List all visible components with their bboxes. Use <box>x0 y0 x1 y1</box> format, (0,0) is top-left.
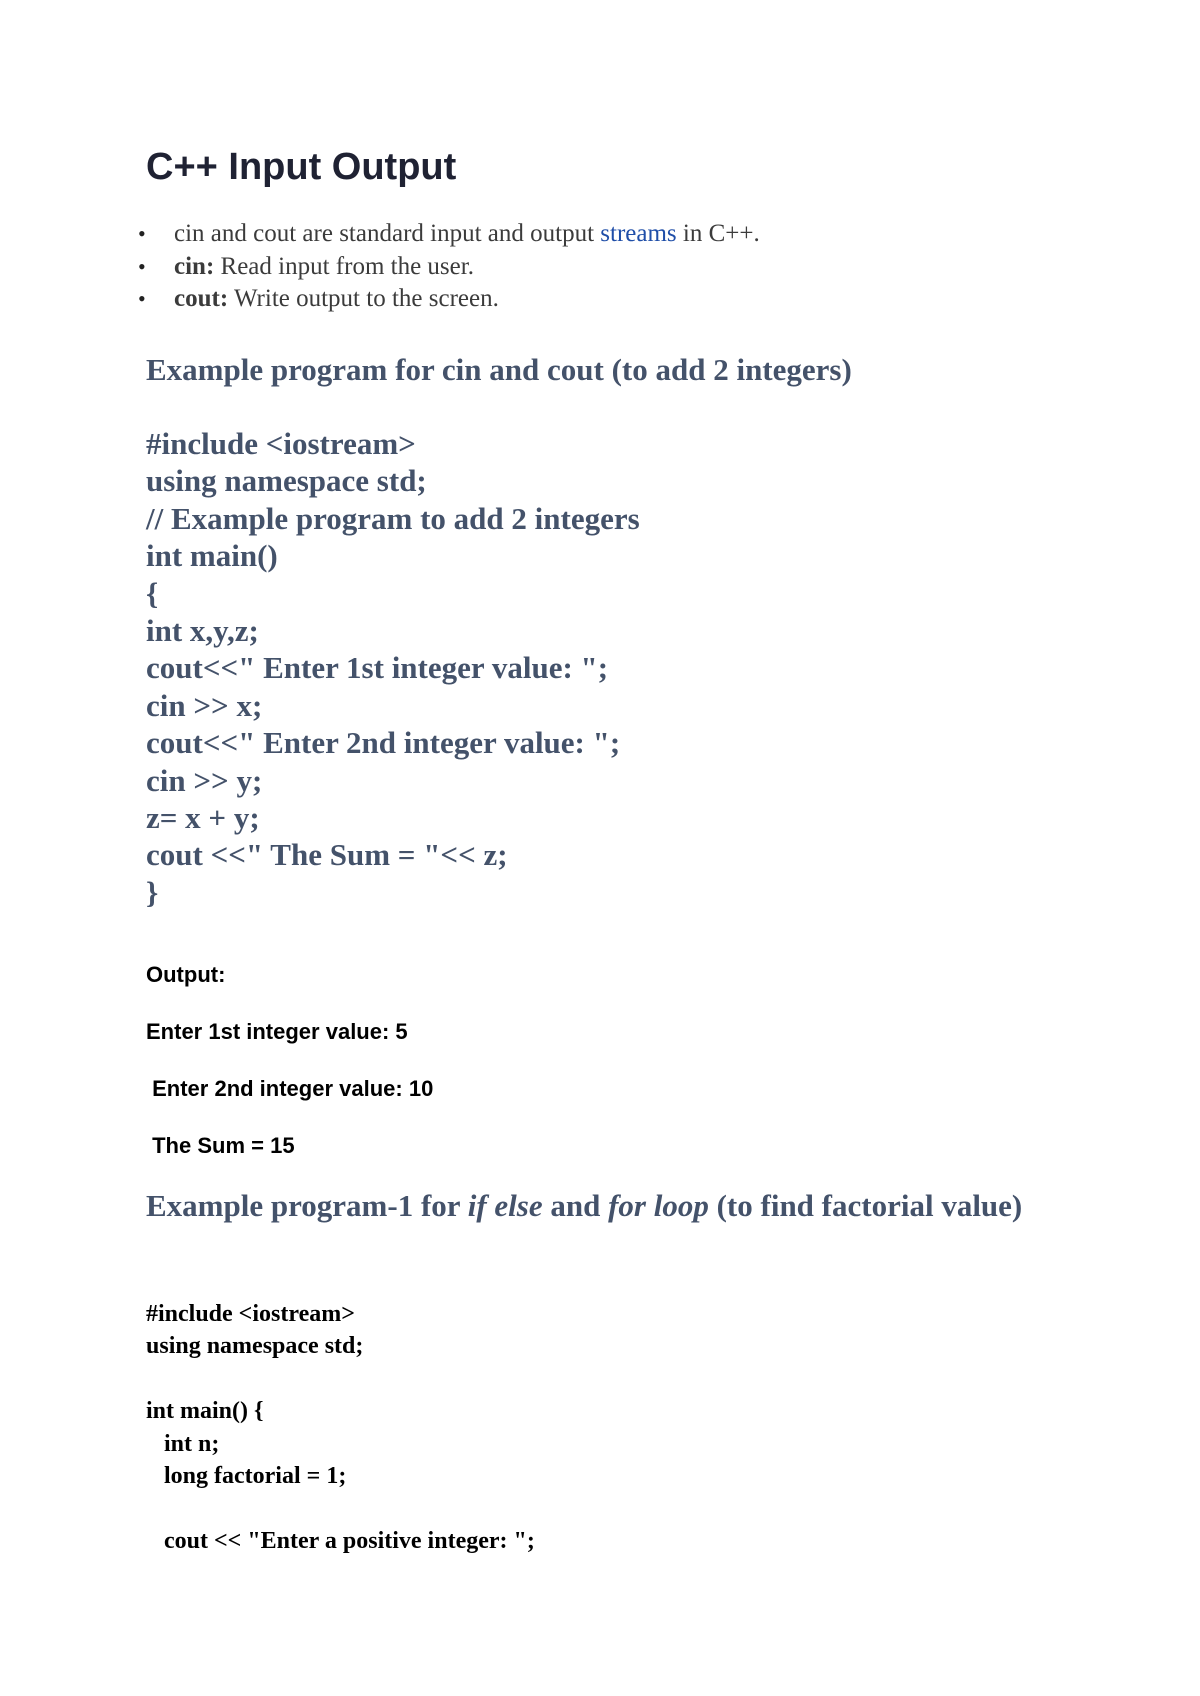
bullet-marker: • <box>138 253 146 279</box>
code-line: cout<<" Enter 1st integer value: "; <box>146 650 609 686</box>
page-title: C++ Input Output <box>146 146 457 188</box>
code-line: cout << "Enter a positive integer: "; <box>146 1527 535 1554</box>
section-heading-factorial <box>146 1185 1026 1227</box>
code-line: int main() { <box>146 1398 264 1425</box>
code-line <box>146 1363 535 1395</box>
bullet-marker: • <box>138 221 146 246</box>
code-line: using namespace std; <box>146 463 427 499</box>
code-line: cin >> x; <box>146 687 263 723</box>
code-line <box>146 1492 535 1524</box>
code-line: // Example program to add 2 integers <box>146 500 640 536</box>
output-line: Enter 1st integer value: 5 <box>146 1019 408 1044</box>
bullet-item-cout <box>138 283 760 316</box>
program-output-block <box>146 960 433 1188</box>
heading-text: and <box>542 1188 609 1223</box>
intro-bullet-list <box>138 218 760 316</box>
code-line: cout<<" Enter 2nd integer value: "; <box>146 725 621 761</box>
code-line: } <box>146 874 159 910</box>
heading-keyword-if-else: if else <box>467 1188 543 1223</box>
code-line: { <box>146 575 159 611</box>
section-heading-cin-cout: Example program for cin and cout (to add 2 integers) <box>146 352 852 387</box>
bullet-term: cout: <box>174 285 229 312</box>
output-label: Output: <box>146 962 226 987</box>
code-line: cout <<" The Sum = "<< z; <box>146 837 508 873</box>
code-line: long factorial = 1; <box>146 1463 347 1490</box>
streams-link[interactable]: streams <box>600 220 677 247</box>
bullet-text: cin and cout are standard input and output <box>174 220 601 247</box>
bullet-marker: • <box>138 286 146 311</box>
code-line: cin >> y; <box>146 762 263 798</box>
code-line: #include <iostream> <box>146 426 416 461</box>
code-block-factorial <box>146 1298 535 1557</box>
code-line: int x,y,z; <box>146 613 259 649</box>
output-line: The Sum = 15 <box>146 1133 295 1158</box>
heading-keyword-for-loop: for loop <box>608 1188 709 1223</box>
bullet-item-cin <box>138 251 760 284</box>
bullet-text: Read input from the user. <box>214 252 474 280</box>
heading-text: (to find factorial value) <box>708 1188 1023 1223</box>
bullet-text: Write output to the screen. <box>228 285 499 312</box>
code-line: using namespace std; <box>146 1333 364 1360</box>
heading-text: Example program-1 for <box>146 1188 468 1223</box>
code-line: int main() <box>146 538 278 574</box>
bullet-item-streams <box>138 218 760 251</box>
bullet-term: cin: <box>174 252 215 280</box>
bullet-text: in C++. <box>676 220 760 247</box>
code-line: z= x + y; <box>146 800 260 836</box>
code-block-add-integers <box>146 425 640 911</box>
code-line: int n; <box>146 1430 220 1457</box>
output-line: Enter 2nd integer value: 10 <box>146 1076 434 1101</box>
code-line: #include <iostream> <box>146 1301 355 1327</box>
